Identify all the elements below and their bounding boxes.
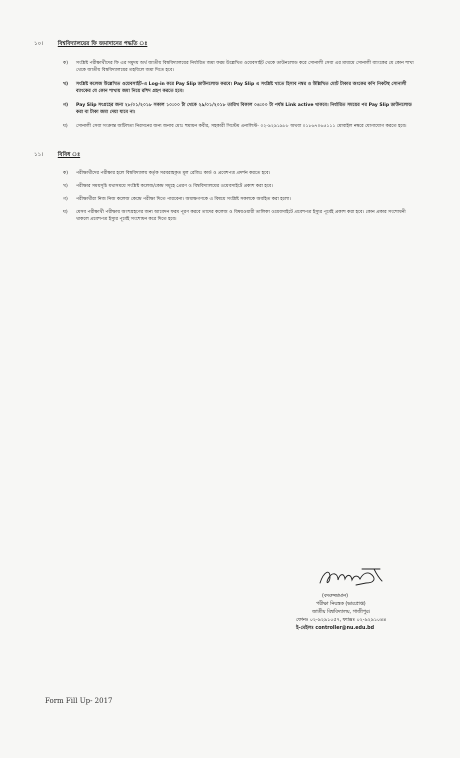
item-marker: খ) xyxy=(63,184,68,189)
item-text: পরীক্ষার্থীদের পরীক্ষার হলে বিশ্ববিদ্যালয় কর্তৃক সরবরাহকৃত মূল রেজিঃ কার্ড ও প্রবেশপত্র প্রদর্শন করতে হবে। xyxy=(76,171,271,176)
item-marker: ঘ) xyxy=(63,124,68,129)
section-number: ১০। xyxy=(34,41,44,47)
item-text: পরীক্ষার্থীরা নিজ নিজ কলেজ কেন্দ্রে পরীক্ষা দিতে পারবেনা। অধ্যক্ষগণকে এ বিষয়ে সংশ্লিষ্ট সকলকে অবহিত করা হলো। xyxy=(76,197,291,202)
item-marker: খ) xyxy=(63,82,69,87)
signatory-organization: জাতীয় বিশ্ববিদ্যালয়, গাজীপুর। xyxy=(312,610,371,615)
handwritten-signature xyxy=(316,565,386,591)
item-marker: ক) xyxy=(63,61,69,66)
signatory-name: (বদরুজ্জামান) xyxy=(322,594,348,599)
section-11-heading xyxy=(34,151,80,159)
signatory-phone: ফোনঃ ০২-৯২৯১০৫৭, ফ্যাক্সঃ ০২-৯২৯১০৪৪ xyxy=(296,618,387,623)
signatory-title: পরীক্ষা নিয়ন্ত্রক (ভারপ্রাপ্ত) xyxy=(316,602,366,607)
section-10-item xyxy=(63,82,416,95)
section-11-item xyxy=(63,210,416,223)
item-marker: গ) xyxy=(63,197,68,202)
item-marker: ক) xyxy=(63,171,69,176)
section-11-item xyxy=(63,197,416,204)
item-text: পরীক্ষার সময়সূচি যথাসময়ে সংশ্লিষ্ট কলেজ/কেন্দ্র সমূহে প্রেরণ ও বিশ্ববিদ্যালয়ের ওয়েবসাইটে প্রকাশ করা হবে। xyxy=(76,184,273,189)
section-10-item xyxy=(63,124,416,131)
item-text: যেসব পরীক্ষার্থী পরীক্ষায় অংশগ্রহণের জন্য আবেদন ফরম পূরণ করবে তাদের কলেজ ও বিষয়ওয়ারী তালিকা ওয়েবসাইটে প্রবেশপত্র ইস্যুর পূর্বেই প্রকাশ করা হবে। কোন প্রকার সংশোধনী থাকলে প্রবেশপত্র ইস্যুর পূর্বেই সংশোধন করে দিতে হবে। xyxy=(76,210,406,222)
section-10-item xyxy=(63,103,416,116)
section-title: বিশ্ববিদ্যালয়ের ফি জমাদানের পদ্ধতি ঃ xyxy=(57,41,148,47)
section-10-heading xyxy=(34,40,147,48)
item-text: Pay Slip সংগ্রহের জন্য ২৮/০১/২০১৮ সকাল ১০:০০ টা থেকে ২৯/০১/২০১৮ তারিখ বিকাল ০৪:০০ টা পর্যন্ত Link active থাকবে। নির্ধারিত সময়ের পর Pay Slip ডাউনলোড করা বা টাকা জমা দেয়া যাবে না। xyxy=(76,103,412,115)
item-text: সোনালী সেবা সংক্রান্ত জটিলতা নিরসনের জন্য জনাব মোঃ হুমায়ন কবীর, সহকারী সিস্টেম এনালিস্ট- ০২-৯২৯১৯৮৮ অথবা ০১৮৬৭০৬৫১১১ মোবাইল নম্বরে যোগাযোগ করতে হবে। xyxy=(76,124,407,129)
section-number: ১১। xyxy=(34,152,44,158)
section-11-item xyxy=(63,171,416,178)
section-11-item xyxy=(63,184,416,191)
section-10-item xyxy=(63,61,416,74)
section-title: বিবিধ ঃ xyxy=(57,152,81,158)
item-text: সংশ্লিষ্ট পরীক্ষার্থীদের ফি এর সমুদয় অর্থ জাতীয় বিশ্ববিদ্যালয়ের নির্ধারিত জমা ফরম উল্লেখিত ওয়েবসাইট থেকে ডাউনলোড করে সোনালী সেবা এর মাধ্যমে সোনালী ব্যাংকের যে কোন শাখা থেকে জাতীয় বিশ্ববিদ্যালয়ের তহবিলে জমা দিতে হবে। xyxy=(76,61,414,73)
item-text: সংশ্লিষ্ট কলেজ উল্লেখিত ওয়েবসাইট-এ Log-in করে Pay Slip ডাউনলোড করবে। Pay Slip এ সংশ্লিষ্ট খাতে হিসাব নম্বর ও উল্লিখিত মোট টাকার অংকের কপি নিকটস্থ সোনালী ব্যাংকের যে কোন শাখায় জমা নিয়ে রশিদ গ্রহণ করতে হবে। xyxy=(76,82,407,94)
footer-label: Form Fill Up- 2017 xyxy=(45,697,113,705)
item-marker: গ) xyxy=(63,103,69,108)
item-marker: ঘ) xyxy=(63,210,68,215)
signatory-email: ই-মেইলঃ controller@nu.edu.bd xyxy=(296,626,375,631)
